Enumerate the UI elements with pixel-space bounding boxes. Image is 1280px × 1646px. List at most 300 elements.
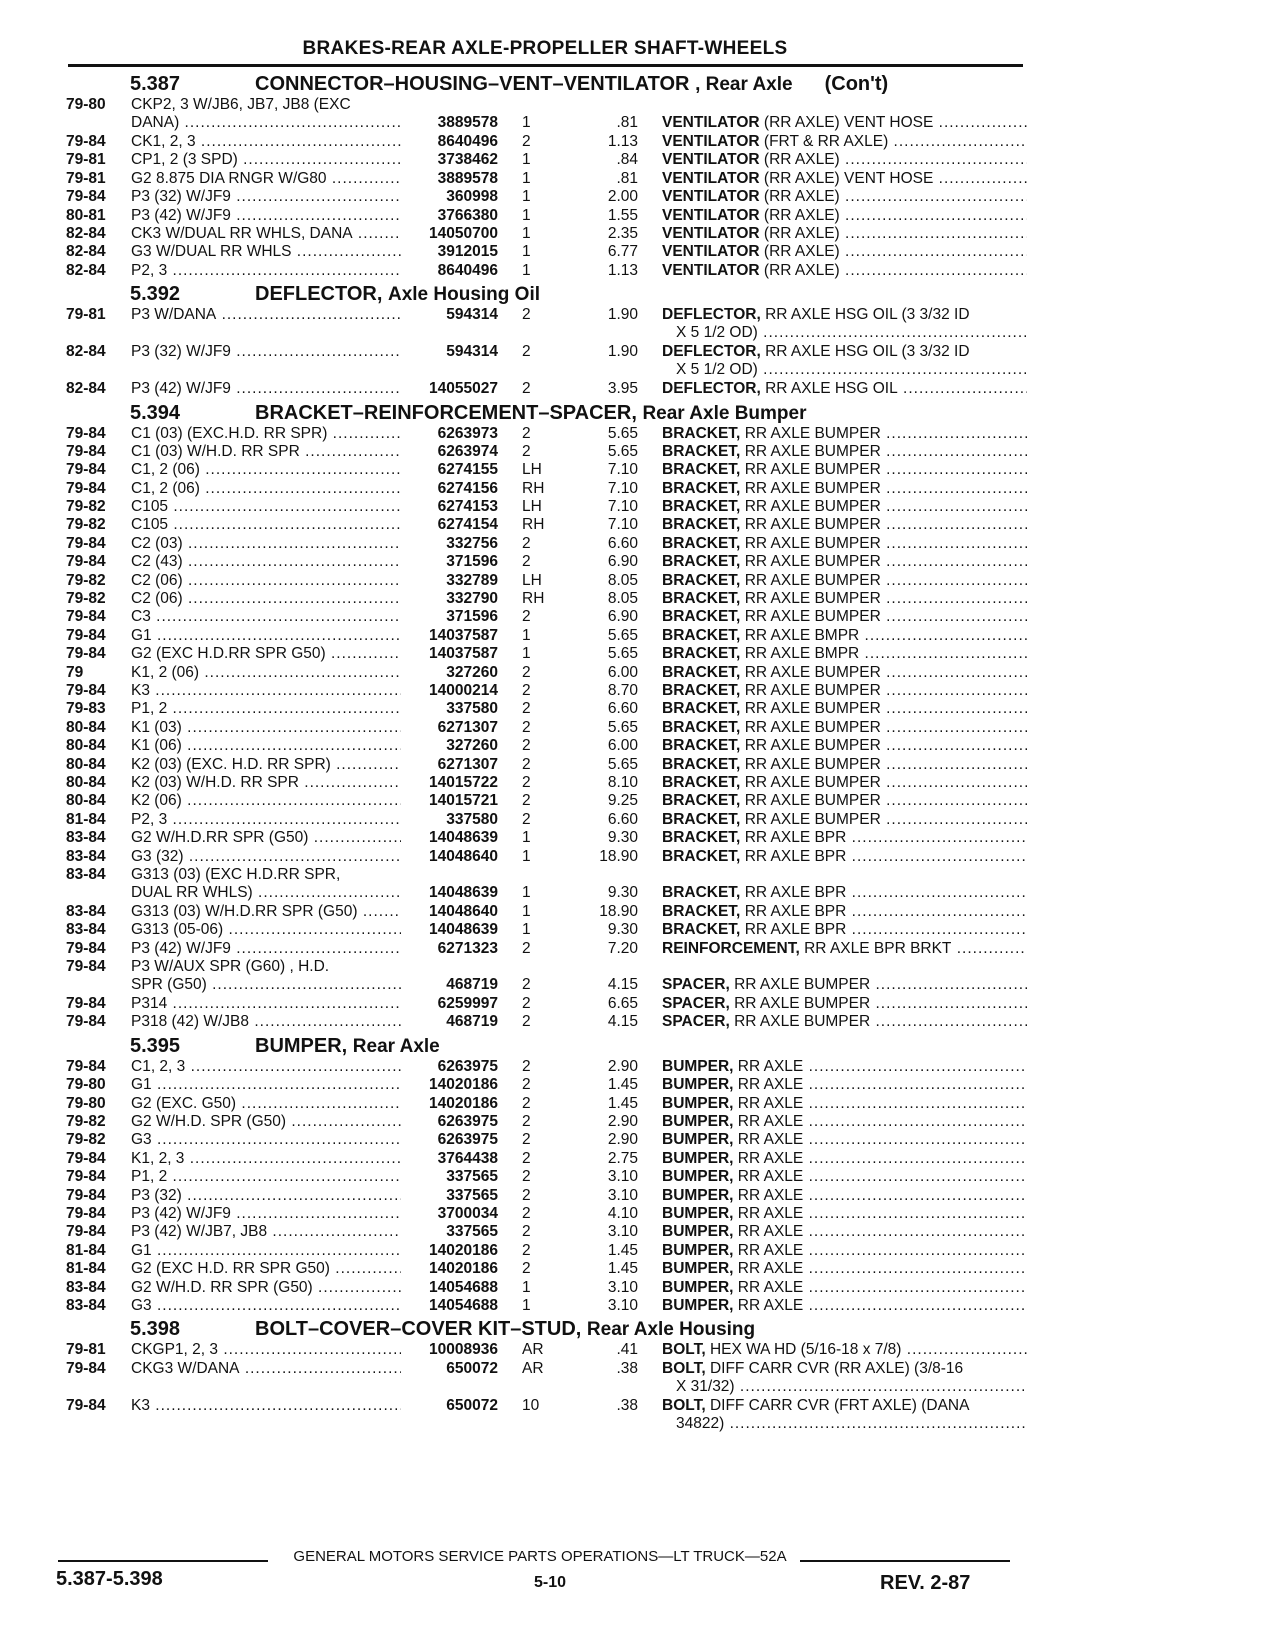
part-row (0, 188, 1280, 206)
part-row (0, 1341, 1280, 1359)
price: 5.65 (607, 645, 638, 663)
quantity: 2 (522, 608, 531, 626)
price: 1.13 (607, 261, 638, 279)
model-line: K3 ..... (131, 682, 401, 700)
description-name: BRACKET, (662, 590, 741, 608)
description-name: BUMPER, (662, 1296, 734, 1314)
part-number: 6263975 (437, 1131, 498, 1149)
part-description (662, 1279, 1027, 1297)
description-name: BOLT, (662, 1396, 706, 1414)
price: 6.90 (607, 608, 638, 626)
model-application (131, 1341, 401, 1359)
part-row (0, 848, 1280, 866)
model-line: G2 (EXC H.D.RR SPR G50) ..... (131, 645, 401, 663)
model-application (131, 151, 401, 169)
price: 6.60 (607, 534, 638, 552)
description-name: BUMPER, (662, 1260, 734, 1278)
model-years: 79-84 (66, 645, 106, 663)
section-number: 5.398 (130, 1318, 181, 1341)
model-years: 79-84 (66, 1223, 106, 1241)
model-line: C1, 2, 3 ..... (131, 1058, 401, 1076)
price: .38 (616, 1359, 638, 1377)
model-line: P3 (42) W/JF9 ..... (131, 1205, 401, 1223)
model-application (131, 848, 401, 866)
model-application (131, 1058, 401, 1076)
model-application (131, 1113, 401, 1131)
price: 18.90 (599, 902, 638, 920)
description-text: RR AXLE (737, 1296, 804, 1314)
price: 1.45 (607, 1241, 638, 1259)
quantity: 1 (522, 829, 531, 847)
model-application (131, 774, 401, 792)
description-text: (RR AXLE) VENT HOSE (763, 169, 934, 187)
description-line (662, 133, 1027, 151)
quantity: 1 (522, 114, 531, 131)
quantity: 1 (522, 645, 531, 663)
section-title-sub: Rear Axle (352, 1035, 440, 1057)
description-line (662, 1095, 1027, 1113)
model-years: 82-84 (66, 380, 106, 398)
description-text: RR AXLE BPR (744, 883, 847, 901)
price: 6.65 (607, 995, 638, 1013)
part-number: 594314 (446, 306, 498, 324)
part-description (662, 1205, 1027, 1223)
model-years: 79-84 (66, 939, 106, 957)
part-description (662, 443, 1027, 461)
price: 5.65 (607, 755, 638, 773)
part-row (0, 306, 1280, 343)
model-application (131, 1076, 401, 1094)
section-heading (0, 280, 1280, 306)
part-row (0, 1397, 1280, 1434)
quantity: 2 (522, 976, 531, 994)
description-line (662, 553, 1027, 571)
model-application (131, 866, 401, 902)
part-description (662, 553, 1027, 571)
description-line (662, 590, 1027, 608)
part-number: 14048639 (429, 883, 498, 901)
description-line (662, 700, 1027, 718)
quantity: 2 (522, 755, 531, 773)
quantity: 2 (522, 1241, 531, 1259)
section-number: 5.387 (130, 73, 181, 95)
description-line (662, 1150, 1027, 1168)
part-description (662, 1095, 1027, 1113)
part-number: 3889578 (437, 169, 498, 187)
price: 3.10 (607, 1278, 638, 1296)
description-line (662, 443, 1027, 461)
part-description (662, 590, 1027, 608)
model-application (131, 1397, 401, 1415)
model-line: G2 (EXC H.D. RR SPR G50) ..... (131, 1260, 401, 1278)
description-name: BRACKET, (662, 553, 741, 571)
model-line: K2 (06) ..... (131, 792, 401, 810)
description-line (662, 903, 1027, 921)
part-row (0, 96, 1280, 133)
model-line: P1, 2 ..... (131, 700, 401, 718)
description-line (662, 1341, 1027, 1359)
model-line: C2 (06) ..... (131, 590, 401, 608)
footer-revision: REV. 2-87 (880, 1572, 971, 1594)
model-application (131, 133, 401, 151)
model-application (131, 1187, 401, 1205)
description-name: BRACKET, (662, 498, 741, 516)
footer-org-text: GENERAL MOTORS SERVICE PARTS OPERATIONS—LT TRUCK—52A (293, 1548, 787, 1565)
quantity: RH (522, 590, 545, 608)
part-number: 6271323 (437, 939, 498, 957)
description-line (662, 1013, 1027, 1031)
quantity: 2 (522, 534, 531, 552)
description-line (662, 243, 1027, 261)
model-application (131, 343, 401, 361)
part-number: 337580 (446, 810, 498, 828)
description-line (662, 608, 1027, 626)
part-number: 3738462 (437, 151, 498, 169)
description-text: RR AXLE (737, 1223, 804, 1241)
section-title-main: BRACKET–REINFORCEMENT–SPACER, (255, 401, 637, 424)
part-row (0, 461, 1280, 479)
quantity: 2 (522, 1260, 531, 1278)
part-number: 14050700 (429, 224, 498, 242)
description-text: (RR AXLE) (763, 224, 840, 242)
quantity: 2 (522, 700, 531, 718)
model-line: G1 ..... (131, 627, 401, 645)
model-line: P314 ..... (131, 995, 401, 1013)
model-years: 80-84 (66, 737, 106, 755)
model-line: C2 (43) ..... (131, 553, 401, 571)
model-line: G3 W/DUAL RR WHLS ..... (131, 243, 401, 261)
model-application (131, 243, 401, 261)
part-description (662, 976, 1027, 994)
model-application (131, 225, 401, 243)
quantity: 2 (522, 1204, 531, 1222)
part-row (0, 243, 1280, 261)
model-line: G2 W/H.D. SPR (G50) ..... (131, 1113, 401, 1131)
part-row (0, 1223, 1280, 1241)
description-text: RR AXLE BUMPER (744, 498, 881, 516)
section-number: 5.392 (130, 283, 181, 306)
part-row (0, 535, 1280, 553)
description-name: BUMPER, (662, 1131, 734, 1149)
price: 2.90 (607, 1113, 638, 1131)
price: 1.45 (607, 1076, 638, 1094)
model-application (131, 921, 401, 939)
model-years: 79-80 (66, 96, 106, 113)
model-line: C1 (03) (EXC.H.D. RR SPR) ..... (131, 425, 401, 443)
part-description (662, 1260, 1027, 1278)
description-name: BRACKET, (662, 681, 741, 699)
description-text: RR AXLE BUMPER (734, 1013, 871, 1031)
section-number: 5.395 (130, 1034, 181, 1057)
quantity: LH (522, 571, 542, 589)
part-number: 3700034 (437, 1204, 498, 1222)
quantity: 2 (522, 1057, 531, 1075)
description-text: (RR AXLE) (763, 188, 840, 206)
model-years: 79-84 (66, 553, 106, 571)
model-years: 79-84 (66, 188, 106, 206)
part-description (662, 811, 1027, 829)
quantity: 2 (522, 792, 531, 810)
description-line (662, 921, 1027, 939)
description-line (662, 343, 1027, 361)
price: 3.95 (607, 380, 638, 398)
model-years: 79-82 (66, 590, 106, 608)
quantity: AR (522, 1359, 544, 1377)
description-text: X 5 1/2 OD) (676, 361, 758, 379)
price: .81 (616, 114, 638, 131)
description-text: RR AXLE BUMPER (744, 571, 881, 589)
description-line (662, 682, 1027, 700)
description-line (662, 1113, 1027, 1131)
model-line: G2 W/H.D. RR SPR (G50) ..... (131, 1279, 401, 1297)
part-description (662, 1131, 1027, 1149)
quantity: 1 (522, 188, 531, 206)
model-line: C2 (06) ..... (131, 572, 401, 590)
model-application (131, 535, 401, 553)
quantity: 2 (522, 681, 531, 699)
model-line: P3 (42) W/JF9 ..... (131, 380, 401, 398)
part-description (662, 516, 1027, 534)
price: 5.65 (607, 626, 638, 644)
model-years: 79-82 (66, 1131, 106, 1149)
description-name: SPACER, (662, 976, 730, 994)
section-title-main: BUMPER, (255, 1034, 348, 1057)
description-line (662, 719, 1027, 737)
model-line: G1 ..... (131, 1076, 401, 1094)
price: 1.90 (607, 343, 638, 361)
model-years: 79-84 (66, 1396, 106, 1414)
part-number: 14020186 (429, 1260, 498, 1278)
part-number: 6271307 (437, 718, 498, 736)
model-years: 83-84 (66, 1278, 106, 1296)
section-title (255, 1035, 440, 1058)
part-row (0, 1095, 1280, 1113)
part-description (662, 1150, 1027, 1168)
quantity: 2 (522, 380, 531, 398)
part-description (662, 170, 1027, 188)
description-text: RR AXLE (737, 1149, 804, 1167)
part-description (662, 1058, 1027, 1076)
part-number: 14020186 (429, 1241, 498, 1259)
quantity: 1 (522, 626, 531, 644)
model-years: 80-84 (66, 792, 106, 810)
description-name: BRACKET, (662, 571, 741, 589)
quantity: 2 (522, 424, 531, 442)
model-line: C1 (03) W/H.D. RR SPR ..... (131, 443, 401, 461)
model-years: 79-84 (66, 1359, 106, 1377)
description-text: RR AXLE BUMPER (744, 553, 881, 571)
description-line (662, 1397, 1027, 1415)
description-text: (RR AXLE) (763, 206, 840, 224)
model-line: G2 W/H.D.RR SPR (G50) ..... (131, 829, 401, 847)
model-years: 79-81 (66, 1341, 106, 1359)
part-row (0, 608, 1280, 626)
model-application (131, 737, 401, 755)
model-line: DUAL RR WHLS) ..... (131, 884, 401, 902)
price: 8.05 (607, 590, 638, 608)
part-number: 14015721 (429, 792, 498, 810)
description-text: RR AXLE BMPR (744, 645, 860, 663)
part-number: 650072 (446, 1396, 498, 1414)
model-application (131, 608, 401, 626)
model-years: 80-84 (66, 718, 106, 736)
model-application (131, 1150, 401, 1168)
section-heading (0, 70, 1280, 96)
description-name: BRACKET, (662, 921, 741, 939)
part-row (0, 627, 1280, 645)
model-application (131, 262, 401, 280)
price: 3.10 (607, 1223, 638, 1241)
description-name: BOLT, (662, 1359, 706, 1377)
description-name: VENTILATOR (662, 206, 760, 224)
part-description (662, 682, 1027, 700)
quantity: 1 (522, 261, 531, 279)
model-application (131, 498, 401, 516)
description-line (662, 1205, 1027, 1223)
part-description (662, 572, 1027, 590)
section-title-sub: Axle Housing Oil (387, 284, 541, 306)
description-line (662, 774, 1027, 792)
model-years: 79-84 (66, 479, 106, 497)
model-application (131, 940, 401, 958)
description-text: RR AXLE (737, 1204, 804, 1222)
description-line (662, 976, 1027, 994)
model-application (131, 811, 401, 829)
description-line (662, 884, 1027, 902)
part-number: 14048640 (429, 847, 498, 865)
model-line: CKP2, 3 W/JB6, JB7, JB8 (EXC (131, 96, 351, 113)
quantity: 2 (522, 663, 531, 681)
section-heading (0, 1032, 1280, 1058)
description-line (662, 324, 1027, 342)
price: 2.90 (607, 1057, 638, 1075)
section-title (255, 283, 540, 306)
price: 7.10 (607, 498, 638, 516)
part-row (0, 1260, 1280, 1278)
price: 2.75 (607, 1149, 638, 1167)
part-row (0, 645, 1280, 663)
part-number: 10008936 (429, 1341, 498, 1359)
part-number: 14054688 (429, 1296, 498, 1314)
model-line: G313 (05-06) ..... (131, 921, 401, 939)
quantity: 2 (522, 1076, 531, 1094)
part-description (662, 645, 1027, 663)
description-text: (FRT & RR AXLE) (763, 133, 889, 150)
description-name: VENTILATOR (662, 224, 760, 242)
model-years: 79-80 (66, 1076, 106, 1094)
part-description (662, 1223, 1027, 1241)
footer-section-range: 5.387-5.398 (56, 1568, 163, 1590)
page-header-title: BRAKES-REAR AXLE-PROPELLER SHAFT-WHEELS (302, 38, 788, 59)
price: 7.20 (607, 939, 638, 957)
part-number: 332756 (446, 534, 498, 552)
model-years: 79-81 (66, 306, 106, 324)
part-number: 14000214 (429, 681, 498, 699)
description-text: RR AXLE BUMPER (734, 976, 871, 994)
quantity: 2 (522, 1168, 531, 1186)
price: .41 (616, 1341, 638, 1359)
description-name: VENTILATOR (662, 243, 760, 261)
model-application (131, 306, 401, 324)
part-number: 14048639 (429, 921, 498, 939)
description-text: RR AXLE BUMPER (744, 534, 881, 552)
part-number: 6263974 (437, 442, 498, 460)
model-years: 79-82 (66, 516, 106, 534)
quantity: 1 (522, 169, 531, 187)
part-description (662, 425, 1027, 443)
part-description (662, 535, 1027, 553)
model-line: K2 (03) W/H.D. RR SPR ..... (131, 774, 401, 792)
quantity: 1 (522, 151, 531, 169)
part-row (0, 1058, 1280, 1076)
price: 3.10 (607, 1186, 638, 1204)
model-line: K1 (03) ..... (131, 719, 401, 737)
quantity: 2 (522, 995, 531, 1013)
part-description (662, 903, 1027, 921)
footer-page-number: 5-10 (533, 1574, 567, 1591)
description-line (662, 1058, 1027, 1076)
model-line: K1, 2 (06) ..... (131, 664, 401, 682)
description-text: RR AXLE BPR (744, 921, 847, 939)
description-name: BRACKET, (662, 700, 741, 718)
part-row (0, 480, 1280, 498)
description-name: BRACKET, (662, 461, 741, 479)
description-name: BRACKET, (662, 516, 741, 534)
quantity: 2 (522, 718, 531, 736)
part-row (0, 1187, 1280, 1205)
part-number: 3764438 (437, 1149, 498, 1167)
part-row (0, 443, 1280, 461)
description-name: BRACKET, (662, 479, 741, 497)
model-years: 83-84 (66, 847, 106, 865)
model-line: P3 (42) W/JB7, JB8 ..... (131, 1223, 401, 1241)
part-number: 332790 (446, 590, 498, 608)
price: 1.13 (607, 133, 638, 150)
model-application (131, 188, 401, 206)
part-number: 6274154 (437, 516, 498, 534)
description-text: RR AXLE (737, 1057, 804, 1075)
price: 7.10 (607, 479, 638, 497)
description-line (662, 170, 1027, 188)
model-application (131, 958, 401, 994)
part-description (662, 848, 1027, 866)
price: 2.90 (607, 1131, 638, 1149)
description-text: RR AXLE BPR (744, 829, 847, 847)
description-name: DEFLECTOR, (662, 380, 761, 398)
part-description (662, 829, 1027, 847)
description-line (662, 306, 1027, 324)
model-line: P1, 2 ..... (131, 1168, 401, 1186)
quantity: 2 (522, 939, 531, 957)
model-years: 79-84 (66, 1186, 106, 1204)
quantity: 2 (522, 1113, 531, 1131)
model-line: DANA) ..... (131, 114, 401, 132)
quantity: 2 (522, 306, 531, 324)
model-application (131, 1279, 401, 1297)
model-application (131, 682, 401, 700)
description-text: X 5 1/2 OD) (676, 324, 758, 342)
part-number: 468719 (446, 976, 498, 994)
part-row (0, 1205, 1280, 1223)
model-application (131, 380, 401, 398)
quantity: 2 (522, 1094, 531, 1112)
description-line (662, 664, 1027, 682)
part-number: 3912015 (437, 243, 498, 261)
model-years: 83-84 (66, 902, 106, 920)
price: 6.77 (607, 243, 638, 261)
part-number: 337565 (446, 1186, 498, 1204)
part-number: 8640496 (437, 133, 498, 150)
